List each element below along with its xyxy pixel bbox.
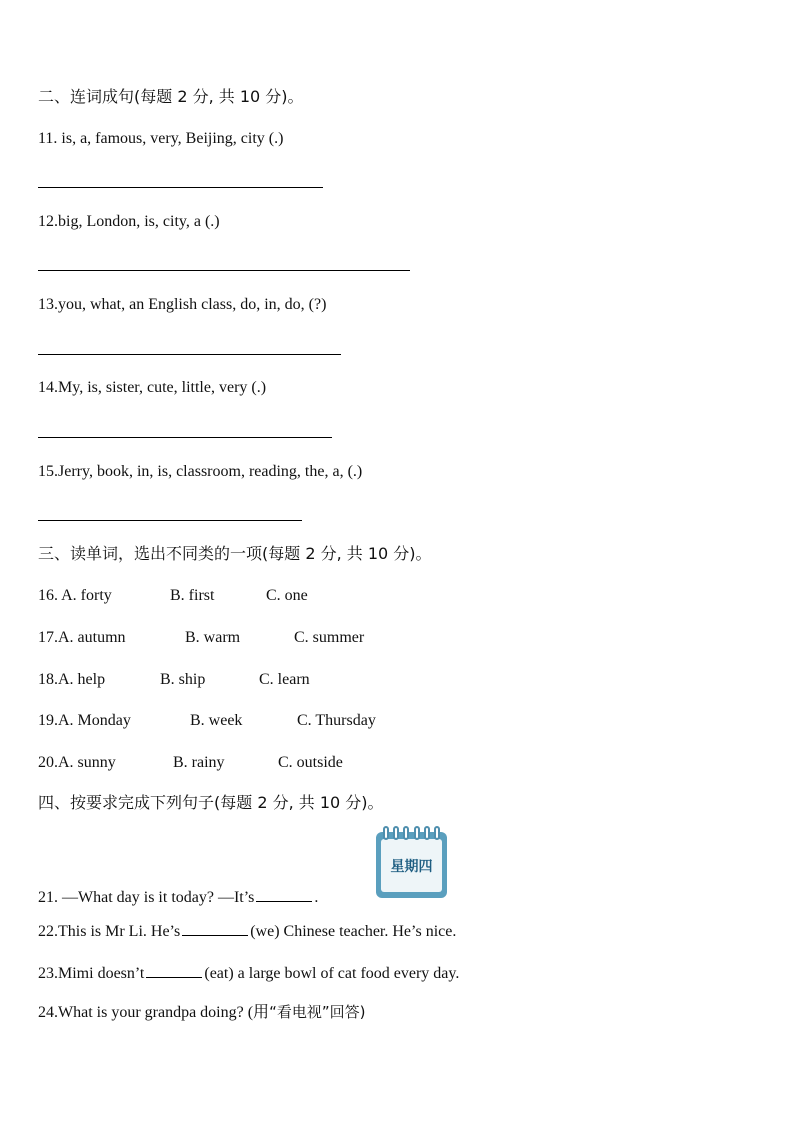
option-a[interactable]: 16. A. forty [38,587,112,604]
answer-line-14[interactable] [38,437,332,438]
option-a[interactable]: 17.A. autumn [38,629,126,646]
question-15: 15.Jerry, book, in, is, classroom, reading, the, a, (.) [38,463,363,480]
option-c[interactable]: C. learn [259,671,310,688]
section-heading-part2: 二、连词成句(每题 2 分, 共 10 分)。 [38,87,304,106]
answer-line-11[interactable] [38,187,323,188]
option-a[interactable]: 18.A. help [38,671,106,688]
option-c[interactable]: C. Thursday [297,712,376,729]
option-b[interactable]: B. warm [185,629,241,646]
answer-blank-21[interactable] [256,885,312,902]
option-a[interactable]: 19.A. Monday [38,712,131,729]
question-21: 21. —What day is it today? —It’s . [38,885,318,908]
option-c[interactable]: C. one [266,587,308,604]
option-b[interactable]: B. first [170,587,215,604]
question-14: 14.My, is, sister, cute, little, very (.) [38,379,267,396]
option-b[interactable]: B. rainy [173,754,225,771]
calendar-label: 星期四 [390,859,433,875]
option-a[interactable]: 20.A. sunny [38,754,116,771]
question-24: 24.What is your grandpa doing? (用“看电视”回答) [38,1003,366,1021]
answer-blank-23[interactable] [146,961,202,978]
option-b[interactable]: B. week [190,712,243,729]
answer-blank-22[interactable] [182,919,248,936]
answer-line-13[interactable] [38,354,341,355]
question-12: 12.big, London, is, city, a (.) [38,213,220,230]
answer-line-12[interactable] [38,270,410,271]
answer-line-15[interactable] [38,520,302,521]
option-b[interactable]: B. ship [160,671,206,688]
option-c[interactable]: C. outside [278,754,343,771]
section-heading-part3: 三、读单词，选出不同类的一项(每题 2 分, 共 10 分)。 [38,544,432,563]
question-22: 22.This is Mr Li. He’s (we) Chinese teacher. He’s nice. [38,919,456,942]
calendar-icon [376,826,447,898]
question-13: 13.you, what, an English class, do, in, do, (?) [38,296,327,313]
section-heading-part4: 四、按要求完成下列句子(每题 2 分, 共 10 分)。 [38,793,384,812]
question-11: 11. is, a, famous, very, Beijing, city (.) [38,130,284,147]
question-23: 23.Mimi doesn’t (eat) a large bowl of cat food every day. [38,961,459,984]
option-c[interactable]: C. summer [294,629,365,646]
